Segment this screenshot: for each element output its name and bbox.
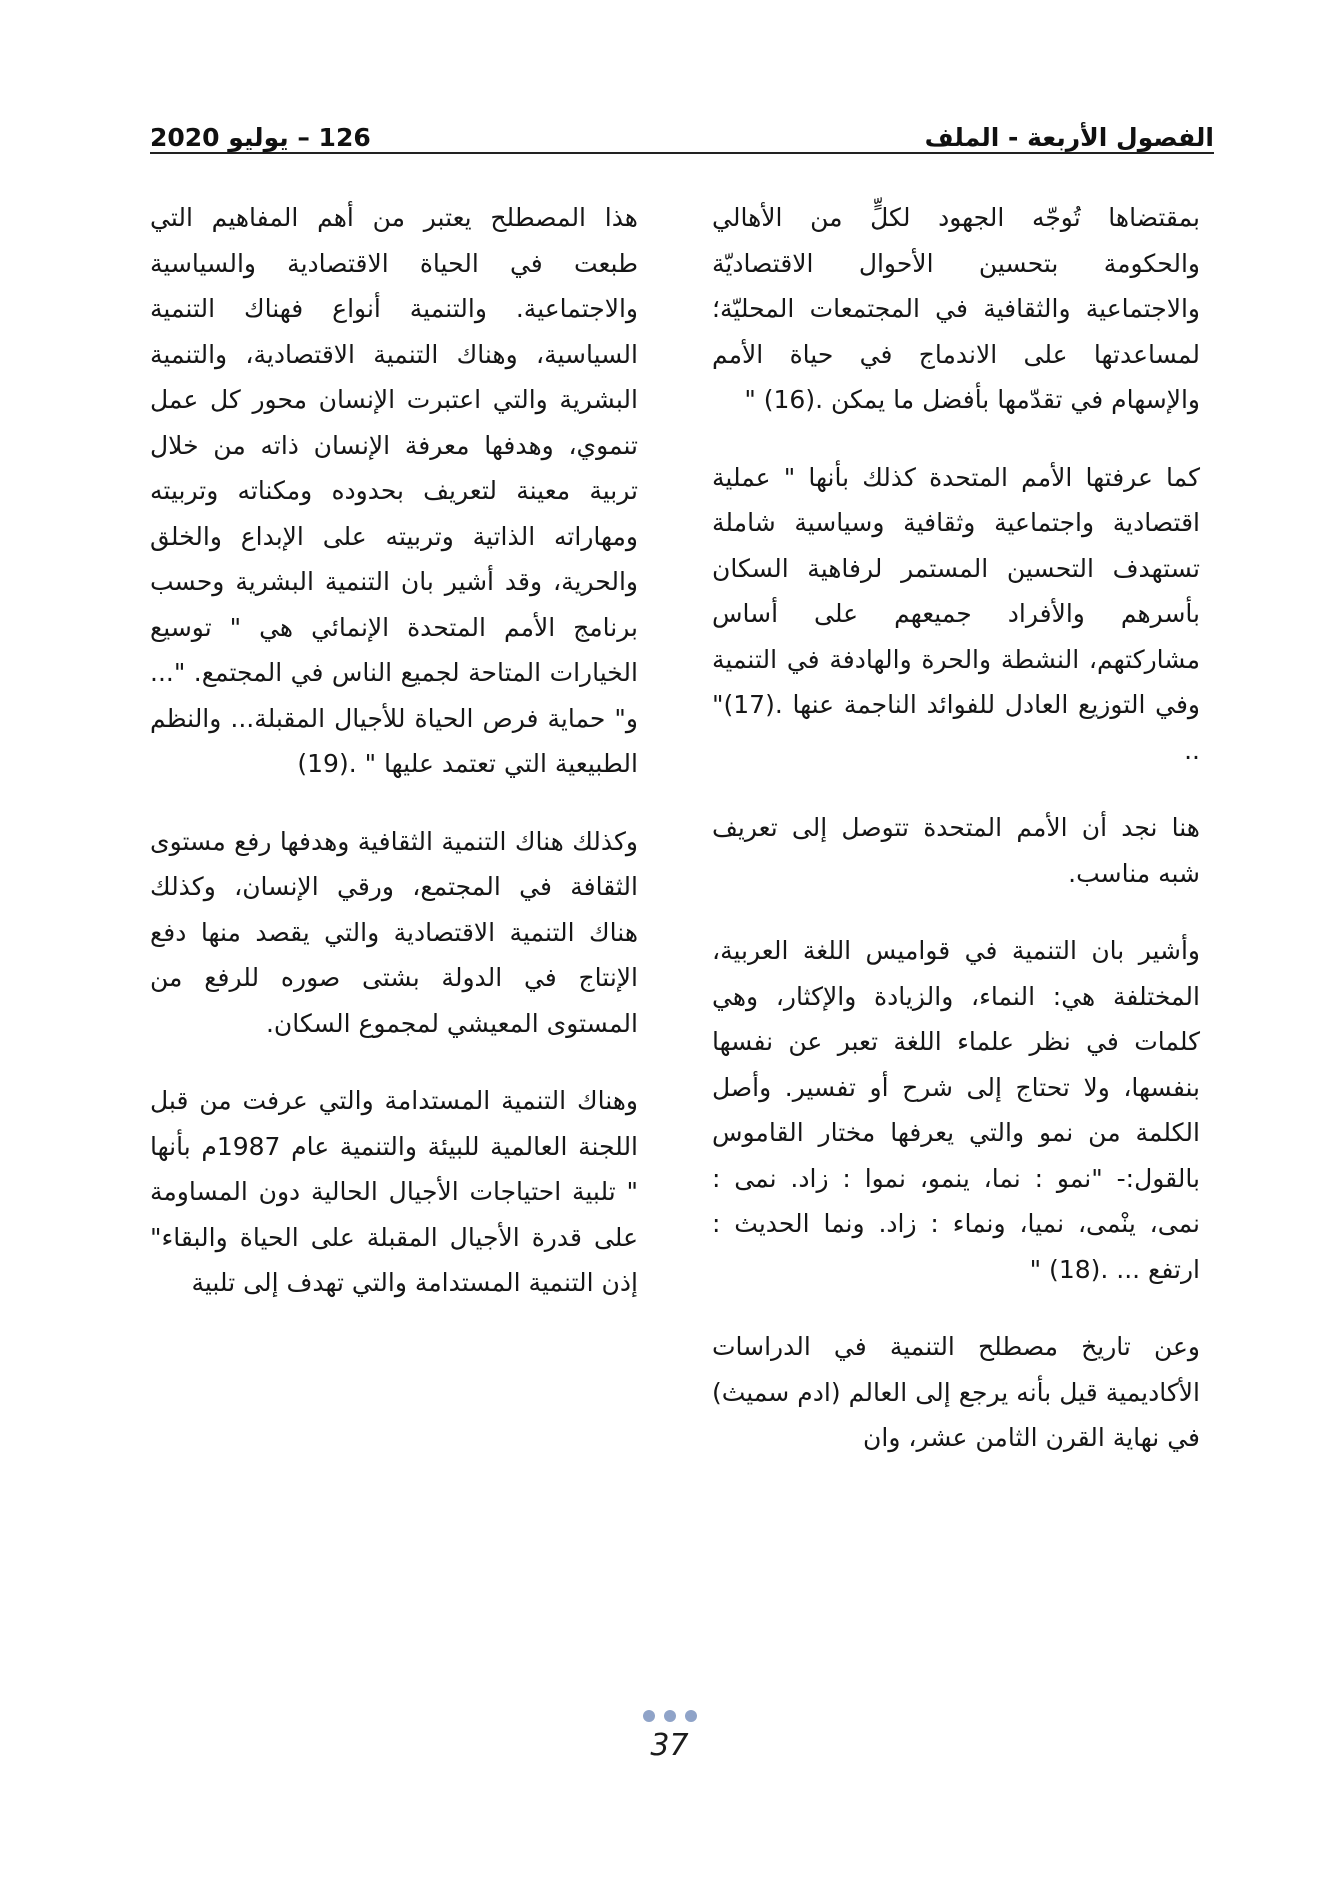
running-header xyxy=(150,100,1214,152)
paragraph: هنا نجد أن الأمم المتحدة تتوصل إلى تعريف شبه مناسب. xyxy=(712,813,1200,888)
dot-icon xyxy=(643,1710,655,1722)
left-column xyxy=(150,195,638,1306)
paragraph: وكذلك هناك التنمية الثقافية وهدفها رفع مستوى الثقافة في المجتمع، ورقي الإنسان، وكذلك هناك التنمية الاقتصادية والتي يقصد منها دفع الإنتاج في الدولة بشتى صوره للرفع من المستوى المعيشي لمجموع السكان. xyxy=(150,826,638,1038)
header-divider xyxy=(150,152,1214,154)
paragraph: بمقتضاها تُوجّه الجهود لكلٍّ من الأهالي والحكومة بتحسين الأحوال الاقتصاديّة والاجتماعية والثقافية في المجتمعات المحليّة؛ لمساعدتها على الاندماج في حياة الأمم والإسهام في تقدّمها بأفضل ما يمكن .(16) " xyxy=(712,203,1200,414)
page-number: 37 xyxy=(650,1728,689,1763)
ornament-dots-icon xyxy=(0,1710,1339,1722)
issue-info: 126 – يوليو 2020 xyxy=(150,123,371,152)
page-footer xyxy=(0,1710,1339,1763)
paragraph: هذا المصطلح يعتبر من أهم المفاهيم التي طبعت في الحياة الاقتصادية والسياسية والاجتماعية. والتنمية أنواع فهناك التنمية السياسية، وهناك التنمية الاقتصادية، والتنمية البشرية والتي اعتبرت الإنسان محور كل عمل تنموي، وهدفها معرفة الإنسان ذاته من خلال تربية معينة لتعريف بحدوده ومكناته وتربيته ومهاراته الذاتية وتربيته على الإبداع والخلق والحرية، وقد أشير بان التنمية البشرية وحسب برنامج الأمم المتحدة الإنمائي هي " توسيع الخيارات المتاحة لجميع الناس في المجتمع. "... و" حماية فرص الحياة للأجيال المقبلة... والنظم الطبيعية التي تعتمد عليها " .(19) xyxy=(150,203,638,778)
right-column xyxy=(712,195,1200,1461)
paragraph: وعن تاريخ مصطلح التنمية في الدراسات الأكاديمية قيل بأنه يرجع إلى العالم (ادم سميث) في نهاية القرن الثامن عشر، وان xyxy=(712,1332,1200,1452)
dot-icon xyxy=(664,1710,676,1722)
paragraph: وهناك التنمية المستدامة والتي عرفت من قبل اللجنة العالمية للبيئة والتنمية عام 1987م بأنها " تلبية احتياجات الأجيال الحالية دون المساومة على قدرة الأجيال المقبلة على الحياة والبقاء" إذن التنمية المستدامة والتي تهدف إلى تلبية xyxy=(150,1086,639,1297)
journal-title: الفصول الأربعة - الملف xyxy=(924,123,1214,152)
paragraph: كما عرفتها الأمم المتحدة كذلك بأنها " عملية اقتصادية واجتماعية وثقافية وسياسية شاملة تستهدف التحسين المستمر لرفاهية السكان بأسرهم والأفراد جميعهم على أساس مشاركتهم، النشطة والحرة والهادفة في التنمية وفي التوزيع العادل للفوائد الناجمة عنها .(17)" .. xyxy=(712,462,1200,765)
paragraph: وأشير بان التنمية في قواميس اللغة العربية، المختلفة هي: النماء، والزيادة والإكثار، وهي كلمات في نظر علماء اللغة تعبر عن نفسها بنفسها، ولا تحتاج إلى شرح أو تفسير. وأصل الكلمة من نمو والتي يعرفها مختار القاموس بالقول:- "نمو : نما، ينمو، نموا : زاد. نمى : نمى، ينْمى، نميا، ونماء : زاد. ونما الحديث : ارتفع ... .(18) " xyxy=(712,936,1200,1284)
dot-icon xyxy=(685,1710,697,1722)
